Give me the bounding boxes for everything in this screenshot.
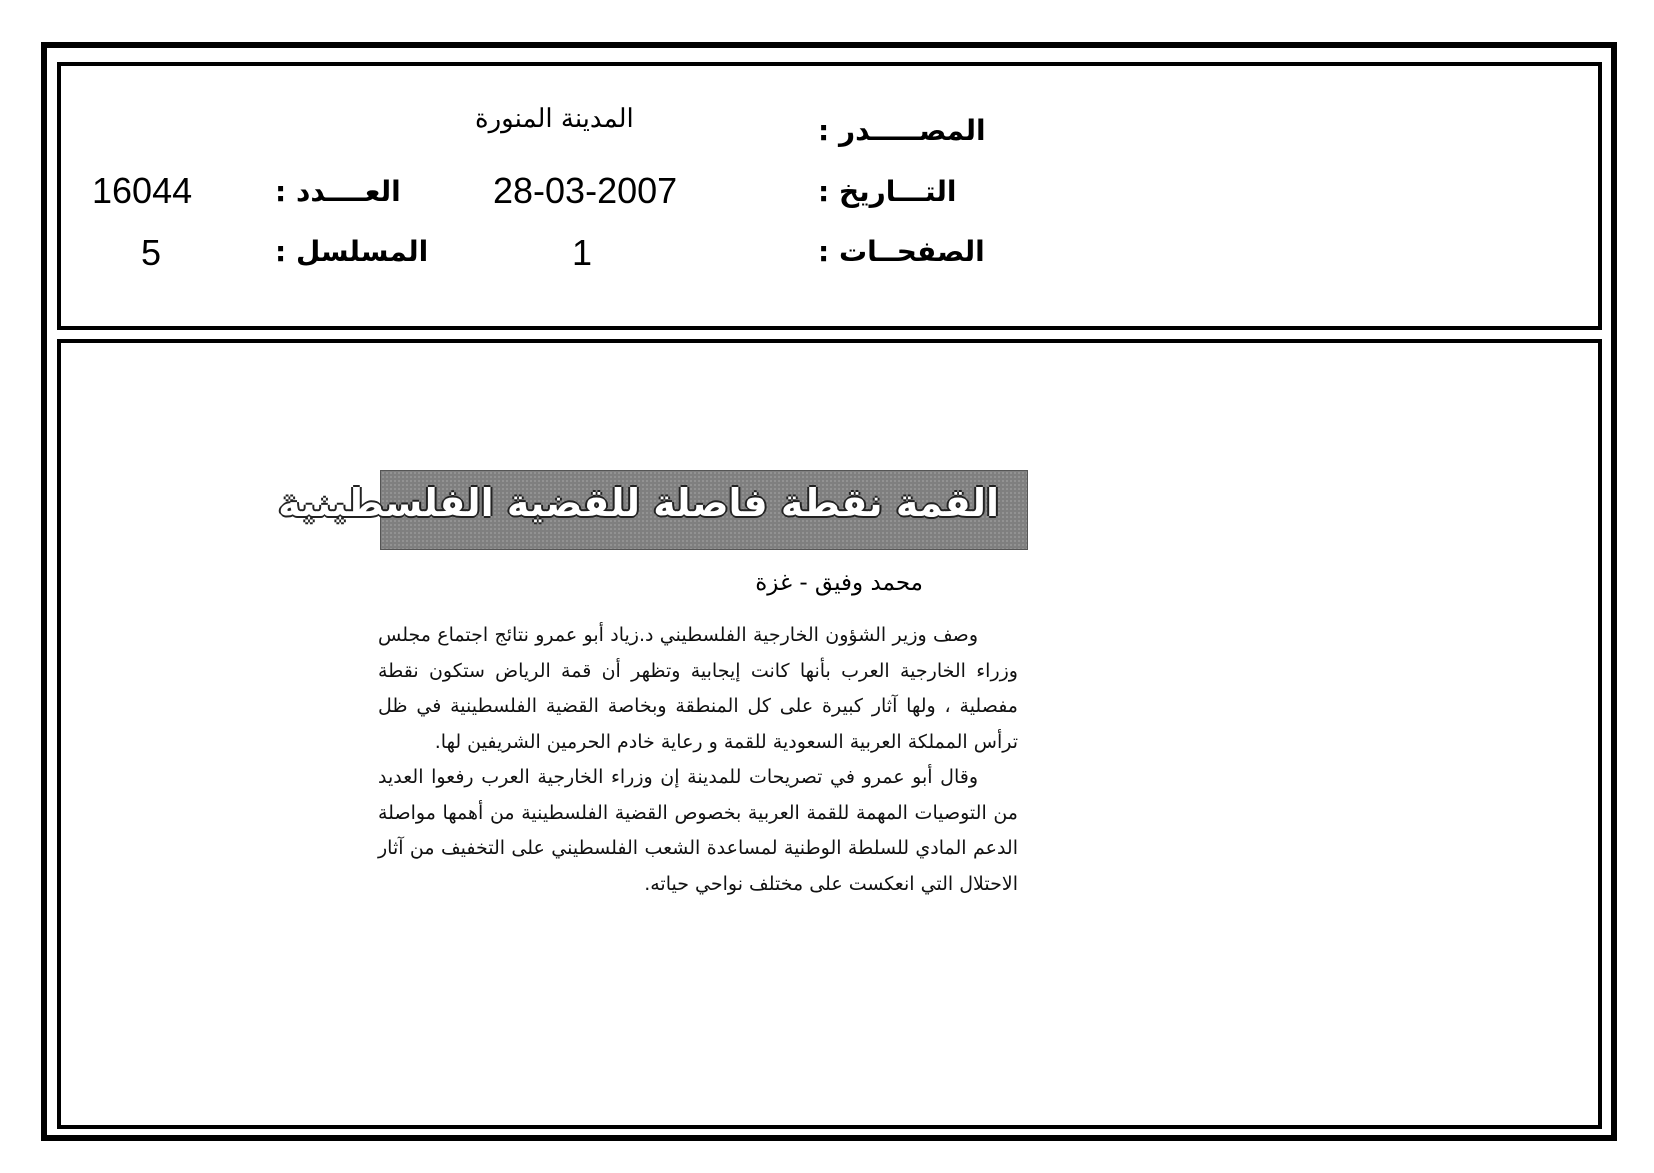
headline-band	[278, 470, 1028, 550]
serial-label: المسلسل :	[275, 235, 429, 268]
byline: محمد وفيق - غزة	[755, 570, 923, 596]
issue-label: العــــدد :	[275, 175, 401, 208]
issue-value: 16044	[92, 170, 193, 211]
source-value: المدينة المنورة	[475, 104, 634, 134]
article-body	[378, 618, 1018, 902]
pages-value: 1	[572, 232, 593, 273]
article-paragraph: وقال أبو عمرو في تصريحات للمدينة إن وزراء الخارجية العرب رفعوا العديد من التوصيات المهمة للقمة العربية بخصوص القضية الفلسطينية من أهمها مواصلة الدعم المادي للسلطة الوطنية لمساعدة الشعب الفلسطيني على التخفيف من آثار الاحتلال التي انعكست على مختلف نواحي حياته.	[378, 766, 1018, 895]
article-paragraph: وصف وزير الشؤون الخارجية الفلسطيني د.زياد أبو عمرو نتائج اجتماع مجلس وزراء الخارجية العرب بأنها كانت إيجابية وتظهر أن قمة الرياض ستكون نقطة مفصلية ، ولها آثار كبيرة على كل المنطقة وبخاصة القضية الفلسطينية في ظل ترأس المملكة العربية السعودية للقمة و رعاية خادم الحرمين الشريفين لها.	[378, 624, 1018, 753]
serial-value: 5	[141, 232, 162, 273]
pages-label: الصفحــات :	[818, 235, 985, 268]
date-value: 28-03-2007	[493, 170, 678, 211]
newspaper-clipping	[278, 470, 1033, 990]
date-label: التـــاريخ :	[818, 175, 957, 208]
source-label: المصـــــدر :	[818, 114, 986, 147]
headline: القمة نقطة فاصلة للقضية الفلسطينية	[278, 481, 999, 525]
